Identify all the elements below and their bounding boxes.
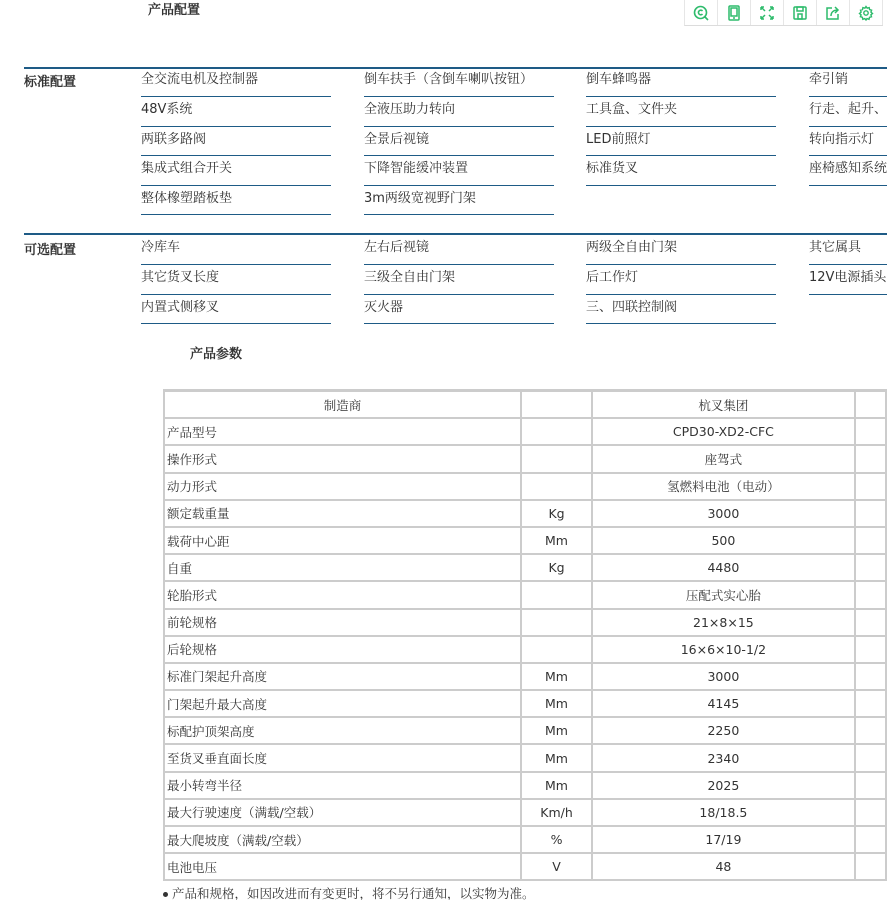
table-row [165,745,885,770]
table-row [165,691,885,716]
param-name: 操作形式 [165,446,520,471]
param-extra [856,745,885,770]
config-item: 集成式组合开关 [141,156,331,186]
param-value: 4480 [593,555,854,580]
param-name: 标配护顶架高度 [165,718,520,743]
standard-config-column-1 [141,67,331,215]
optional-config-label: 可选配置 [24,243,77,258]
param-unit: Mm [522,745,591,770]
param-name: 前轮规格 [165,610,520,635]
param-unit [522,637,591,662]
optional-config-column-2 [364,235,554,324]
param-value: 21×8×15 [593,610,854,635]
param-value: 2250 [593,718,854,743]
param-unit: Kg [522,501,591,526]
param-name: 标准门架起升高度 [165,664,520,689]
param-name: 最大行驶速度（满载/空载） [165,800,520,825]
table-row [165,637,885,662]
param-name: 轮胎形式 [165,582,520,607]
param-extra [856,827,885,852]
param-name: 最大爬坡度（满载/空载） [165,827,520,852]
table-row [165,582,885,607]
config-item: 后工作灯 [586,265,776,295]
param-unit: Mm [522,718,591,743]
table-row [165,664,885,689]
config-item: 三、四联控制阀 [586,295,776,325]
param-extra [856,800,885,825]
param-value: 4145 [593,691,854,716]
param-name: 制造商 [165,392,520,417]
param-extra [856,474,885,499]
param-name: 门架起升最大高度 [165,691,520,716]
param-extra [856,446,885,471]
table-header-row [165,392,885,417]
optional-config-column-1 [141,235,331,324]
optional-config-column-4 [809,235,887,295]
param-unit: V [522,854,591,879]
table-row [165,528,885,553]
param-value: 3000 [593,664,854,689]
config-item: 冷库车 [141,235,331,265]
param-unit: Mm [522,773,591,798]
config-item: 三级全自由门架 [364,265,554,295]
param-value: 500 [593,528,854,553]
param-unit [522,446,591,471]
save-icon [792,5,808,21]
param-extra [856,718,885,743]
config-item: 座椅感知系统 [809,156,887,186]
tablet-icon [726,5,742,21]
bullet-icon [163,892,168,897]
param-value: 杭叉集团 [593,392,854,417]
fullscreen-button[interactable] [751,0,784,25]
table-row [165,446,885,471]
param-extra [856,854,885,879]
config-item: 倒车扶手（含倒车喇叭按钮） [364,67,554,97]
copyright-search-icon [693,5,709,21]
config-item: 标准货叉 [586,156,776,186]
config-item: 全交流电机及控制器 [141,67,331,97]
param-name: 产品型号 [165,419,520,444]
table-row [165,854,885,879]
table-row [165,773,885,798]
param-unit [522,392,591,417]
toolbar [684,0,883,26]
config-item: 其它货叉长度 [141,265,331,295]
optional-config-column-3 [586,235,776,324]
param-name: 额定载重量 [165,501,520,526]
standard-config-column-2 [364,67,554,215]
config-item: 工具盒、文件夹 [586,97,776,127]
param-unit: Kg [522,555,591,580]
product-params-title: 产品参数 [190,347,243,362]
param-name: 至货叉垂直面长度 [165,745,520,770]
table-row [165,474,885,499]
standard-config-column-3 [586,67,776,186]
param-name: 最小转弯半径 [165,773,520,798]
copyright-search-button[interactable] [685,0,718,25]
param-extra [856,528,885,553]
settings-icon [858,5,874,21]
config-item: 牵引销 [809,67,887,97]
config-item: 灭火器 [364,295,554,325]
settings-button[interactable] [850,0,883,25]
param-name: 自重 [165,555,520,580]
fullscreen-icon [759,5,775,21]
config-item: 行走、起升、 [809,97,887,127]
param-value: 氢燃料电池（电动） [593,474,854,499]
param-name: 动力形式 [165,474,520,499]
param-value: CPD30-XD2-CFC [593,419,854,444]
param-extra [856,664,885,689]
table-row [165,419,885,444]
table-row [165,610,885,635]
config-item: 倒车蜂鸣器 [586,67,776,97]
table-row [165,827,885,852]
config-item: 两级全自由门架 [586,235,776,265]
share-icon [825,5,841,21]
table-row [165,555,885,580]
config-item: 全液压助力转向 [364,97,554,127]
config-item: 左右后视镜 [364,235,554,265]
param-extra [856,419,885,444]
param-extra [856,501,885,526]
param-value: 座驾式 [593,446,854,471]
param-extra [856,582,885,607]
share-button[interactable] [817,0,850,25]
param-name: 载荷中心距 [165,528,520,553]
save-button[interactable] [784,0,817,25]
param-unit [522,582,591,607]
config-item: 48V系统 [141,97,331,127]
config-item: 两联多路阀 [141,127,331,157]
config-item: 12V电源插头 [809,265,887,295]
param-extra [856,637,885,662]
param-unit [522,419,591,444]
param-value: 18/18.5 [593,800,854,825]
param-unit: Mm [522,691,591,716]
tablet-view-button[interactable] [718,0,751,25]
param-name: 后轮规格 [165,637,520,662]
param-unit: Mm [522,664,591,689]
param-unit: % [522,827,591,852]
config-item: 下降智能缓冲装置 [364,156,554,186]
table-row [165,718,885,743]
param-unit [522,610,591,635]
config-item: 其它属具 [809,235,887,265]
table-row [165,501,885,526]
param-unit: Km/h [522,800,591,825]
standard-config-label: 标准配置 [24,75,77,90]
standard-config-column-4 [809,67,887,186]
footnote [163,884,535,900]
param-unit: Mm [522,528,591,553]
param-value: 16×6×10-1/2 [593,637,854,662]
param-extra [856,610,885,635]
footnote-text: 产品和规格，如因改进而有变更时，将不另行通知，以实物为准。 [172,886,535,900]
table-row [165,800,885,825]
config-item: 全景后视镜 [364,127,554,157]
config-item: LED前照灯 [586,127,776,157]
param-extra [856,392,885,417]
param-value: 压配式实心胎 [593,582,854,607]
param-extra [856,773,885,798]
param-value: 3000 [593,501,854,526]
param-unit [522,474,591,499]
product-config-title: 产品配置 [148,3,201,18]
param-value: 17/19 [593,827,854,852]
config-item: 整体橡塑踏板垫 [141,186,331,216]
config-item: 内置式侧移叉 [141,295,331,325]
param-value: 48 [593,854,854,879]
param-extra [856,555,885,580]
config-item: 转向指示灯 [809,127,887,157]
params-table [163,389,887,881]
param-extra [856,691,885,716]
param-value: 2340 [593,745,854,770]
param-value: 2025 [593,773,854,798]
param-name: 电池电压 [165,854,520,879]
config-item: 3m两级宽视野门架 [364,186,554,216]
